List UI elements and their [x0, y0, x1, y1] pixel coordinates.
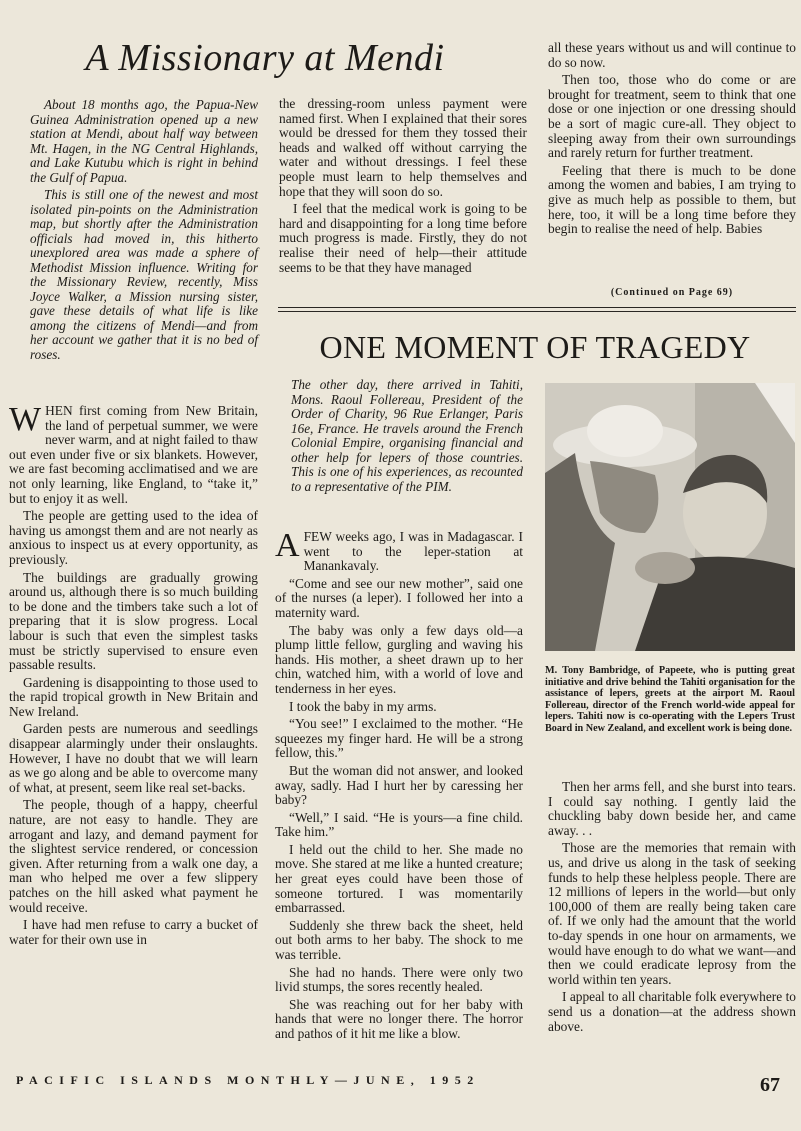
- body-paragraph: I held out the child to her. She made no move. She stared at me like a hunted creature; her great eyes could have been those of someone tortured. I was momentarily embarrassed.: [275, 841, 523, 916]
- body-paragraph: She was reaching out for her baby with hands that were no longer there. The horror and pathos of it hit me like a blow.: [275, 996, 523, 1041]
- article1-column-2: [279, 97, 527, 278]
- body-paragraph: The people are getting used to the idea of having us amongst them and are not nearly as anxious to inspect us at every opportunity, as previously.: [9, 508, 258, 567]
- separator-rule: [278, 307, 796, 308]
- body-paragraph: The baby was only a few days old—a plump little fellow, gurgling and waving his hands. His mother, a sheet drawn up to her chin, watched him, with a world of love and tenderness in her eyes.: [275, 622, 523, 696]
- drop-cap: W: [9, 401, 42, 438]
- body-paragraph: Suddenly she threw back the sheet, held out both arms to her baby. The shock to me was terrible.: [275, 917, 523, 963]
- article2-column-2: [548, 780, 796, 1037]
- body-paragraph: I took the baby in my arms.: [289, 698, 437, 714]
- body-paragraph: But the woman did not answer, and looked away, sadly. Had I hurt her by caressing her baby?: [275, 762, 523, 808]
- photo-illustration: [545, 383, 795, 651]
- page-number: 67: [760, 1074, 780, 1096]
- first-paragraph: AFEW weeks ago, I was in Madagascar. I went to the leper-station at Manankavaly.: [275, 527, 523, 574]
- body-paragraph: The people, though of a happy, cheerful nature, are not easy to handle. They are arrogant and lazy, and demand payment for the slightest service rendered, or concession given. After returning from a walk one day, a man who helped me over a few slippery patches on the hill asked what payment he would receive.: [9, 797, 258, 915]
- body-paragraph: Garden pests are numerous and seedlings disappear alarmingly under their onslaughts. However, I have no doubt that we will learn as we go along and be able to overcome many of what, at present, seem like real set-backs.: [9, 721, 258, 795]
- article2-intro: [291, 378, 523, 497]
- body-paragraph: The buildings are gradually growing around us, although there is so much building to be done and the timbers take such a lot of preparing that it is slow progress. Local labour is such that even the simplest tasks must be strictly supervised to ensure even passable results.: [9, 569, 258, 673]
- intro-paragraph: The other day, there arrived in Tahiti, Mons. Raoul Follereau, President of the Order of Charity, 96 Rue Erlanger, Paris 16e, France. He travels around the French Colonial Empire, organising financial and other help for lepers of those countries. This is one of his experiences, as recounted to a representative of the PIM.: [291, 377, 523, 494]
- body-paragraph: “You see!” I exclaimed to the mother. “He squeezes my finger hard. He will be a strong fellow, this.”: [275, 716, 523, 761]
- drop-cap: A: [275, 527, 300, 564]
- article2-column-1: [275, 527, 523, 1045]
- body-paragraph: “Well,” I said. “He is yours—a fine child. Take him.”: [275, 809, 523, 840]
- body-paragraph: Then too, those who do come or are brought for treatment, seem to think that one dose or one injection or one dressing should be a sort of magic cure-all. They object to sleeping away from their own surroundings and rarely return for further treatment.: [548, 72, 796, 161]
- body-paragraph: I appeal to all charitable folk everywhere to send us a donation—at the address shown above.: [548, 989, 796, 1034]
- body-paragraph: I have had men refuse to carry a bucket of water for their own use in: [9, 917, 258, 947]
- body-paragraph: She had no hands. There were only two livid stumps, the sores recently healed.: [275, 964, 523, 995]
- body-paragraph: Those are the memories that remain with us, and drive us along in the task of seeking funds to help these helpless people. There are 12 millions of lepers in the world—but only 100,000 of them are really being taken care of. If we only had the amount that the world to-day spends in one hour on armaments, we would have enough to do what we want—and then we could eradicate leprosy from the world within ten years.: [548, 840, 796, 987]
- body-paragraph: I feel that the medical work is going to be hard and disappointing for a long time before much progress is made. Firstly, they do not realise their need of help—their attitude seems to be that they have managed: [279, 201, 527, 275]
- body-paragraph: all these years without us and will continue to do so now.: [548, 40, 796, 70]
- article1-intro: [30, 98, 258, 365]
- separator-rule: [278, 311, 796, 312]
- article1-column-1: [9, 401, 258, 950]
- photograph-icon: [545, 383, 795, 651]
- body-paragraph: Feeling that there is much to be done among the women and babies, I am trying to give as much help as possible to them, but here, too, it will be a long time before they begin to realise the need of help. Babies: [548, 162, 796, 237]
- intro-paragraph: This is still one of the newest and most isolated pin-points on the Administration map, but shortly after the Administration officials had moved in, this hitherto unexplored area was made a sphere of Methodist Mission influence. Writing for the Missionary Review, recently, Miss Joyce Walker, a Mission nursing sister, gave these details of what life is like among the citizens of Mendi—and from her account we gather that it is no bed of roses.: [30, 187, 258, 362]
- photo-caption: M. Tony Bambridge, of Papeete, who is putting great initiative and drive behind the Tahiti organisation for the assistance of lepers, greets at the airport M. Raoul Follereau, director of the French world-wide appeal for lepers. Tahiti now is co-operating with the Lepers Trust Board in New Zealand, and excellent work is being done.: [545, 665, 795, 734]
- magazine-footer: PACIFIC ISLANDS MONTHLY—JUNE, 1952: [16, 1073, 480, 1087]
- first-paragraph: WHEN first coming from New Britain, the land of perpetual summer, we were never warm, and at night failed to thaw out even under five or six blankets. However, we are fast becoming acclimatised and we are not only learning, like England, to “take it,” but to enjoy it as well.: [9, 401, 258, 506]
- body-paragraph: the dressing-room unless payment were named first. When I explained that their sores would be dressed for them they tossed their heads and walked off without carrying the water and without dressings. I feel these people must learn to help themselves and hope that they will soon do so.: [279, 96, 527, 199]
- body-paragraph: Gardening is disappointing to those used to the rapid tropical growth in New Britain and New Ireland.: [9, 674, 258, 719]
- body-paragraph: Then her arms fell, and she burst into tears. I could say nothing. I gently laid the chuckling baby down beside her, and came away. . .: [548, 779, 796, 838]
- article1-column-3: [548, 41, 796, 240]
- body-paragraph: “Come and see our new mother”, said one of the nurses (a leper). I followed her into a maternity ward.: [275, 575, 523, 620]
- article-title-missionary: A Missionary at Mendi: [85, 37, 445, 79]
- continued-note: (Continued on Page 69): [610, 287, 734, 298]
- article-title-tragedy: ONE MOMENT OF TRAGEDY: [319, 329, 751, 365]
- intro-paragraph: About 18 months ago, the Papua-New Guinea Administration opened up a new station at Mendi, about half way between Mt. Hagen, in the NG Central Highlands, and Lake Kutubu which is right in behind the Gulf of Papua.: [30, 97, 258, 185]
